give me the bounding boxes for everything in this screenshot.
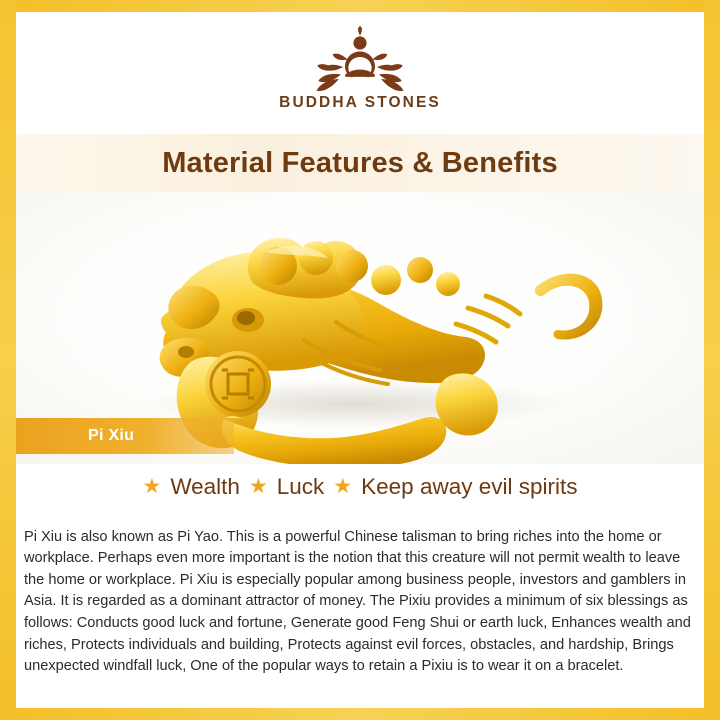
- benefits-row: [16, 474, 704, 500]
- frame-border-bottom: [0, 708, 720, 720]
- frame-border-left: [0, 0, 16, 720]
- page-title: Material Features & Benefits: [162, 146, 558, 179]
- image-caption-label: Pi Xiu: [88, 427, 135, 444]
- frame-border-right: [704, 0, 720, 720]
- star-icon: ★: [248, 474, 268, 498]
- image-caption: [16, 418, 234, 454]
- star-icon: ★: [333, 474, 353, 498]
- benefit-item-luck: Luck: [276, 474, 325, 499]
- section-title-band: [16, 134, 704, 192]
- brand-name: BUDDHA STONES: [279, 94, 441, 111]
- brand-header: [16, 12, 704, 130]
- description-paragraph: Pi Xiu is also known as Pi Yao. This is a powerful Chinese talisman to bring riches into the home or workplace. Perhaps even more important is the notion that this creature will not permit wealth to leave the home or workplace. Pi Xiu is especially popular among business people, investors and gamblers in Asia. It is regarded as a dominant attractor of money. The Pixiu provides a minimum of six blessings as follows: Conducts good luck and fortune, Generate good Feng Shui or earth luck, Enhances wealth and riches, Protects individuals and building, Protects against evil forces, obstacles, and hardship, Brings unexpected windfall luck, One of the popular ways to retain a Pixiu is to wear it on a bracelet.: [24, 528, 691, 675]
- star-icon: ★: [142, 474, 162, 498]
- frame-border-top: [0, 0, 720, 12]
- card-inner: [16, 12, 704, 708]
- benefit-item-wealth: Wealth: [170, 474, 240, 499]
- benefit-item-evil-spirits: Keep away evil spirits: [361, 474, 578, 499]
- lotus-meditation-logo-icon: [275, 26, 445, 92]
- product-image: [16, 192, 704, 464]
